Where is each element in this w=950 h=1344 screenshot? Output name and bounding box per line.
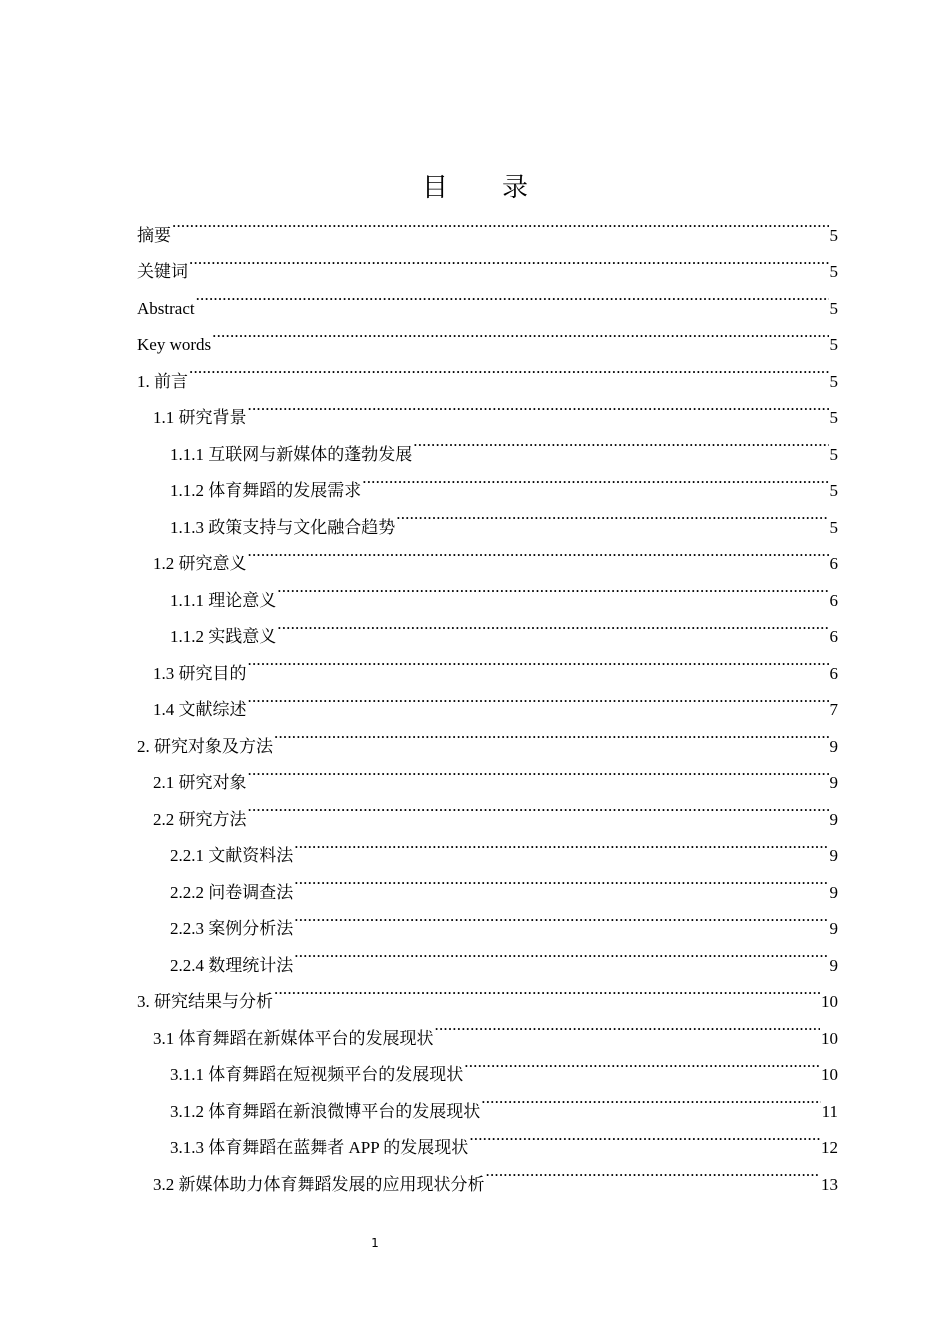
toc-entry-label: 1.1.1 互联网与新媒体的蓬勃发展 [170, 444, 413, 464]
toc-entry-label: 3.1 体育舞蹈在新媒体平台的发展现状 [153, 1028, 434, 1048]
dot-leader [189, 241, 829, 278]
toc-entry-label: 2.2 研究方法 [153, 809, 247, 829]
toc-entry-label: 摘要 [137, 225, 171, 245]
toc-entry-label: 1. 前言 [137, 371, 188, 391]
toc-entry-label: 关键词 [137, 262, 188, 281]
toc-entry-page: 5 [829, 335, 838, 354]
toc-title-char-2: 录 [502, 173, 529, 202]
dot-leader [294, 861, 828, 898]
dot-leader [362, 460, 828, 497]
toc-entry[interactable] [137, 350, 838, 391]
toc-entry-page: 9 [829, 773, 838, 792]
toc-entry-label: Abstract [137, 298, 195, 318]
toc-entry-page: 5 [829, 225, 838, 245]
toc-title-char-1: 目 [421, 173, 448, 202]
toc-entry-label: 3.2 新媒体助力体育舞蹈发展的应用现状分析 [153, 1174, 485, 1194]
toc-entry-page: 5 [829, 517, 838, 537]
dot-leader [481, 1080, 820, 1117]
dot-leader [294, 898, 828, 935]
toc-entry-label: 1.1.2 体育舞蹈的发展需求 [170, 481, 362, 500]
toc-entry-page: 10 [821, 1028, 838, 1048]
dot-leader [189, 350, 829, 387]
toc-entry-label: 3.1.2 体育舞蹈在新浪微博平台的发展现状 [170, 1101, 481, 1121]
dot-leader [248, 788, 829, 825]
toc-entry-label: 1.4 文献综述 [153, 700, 247, 719]
toc-entry-page: 6 [829, 554, 838, 573]
toc-entry-page: 5 [829, 262, 838, 281]
toc-entry-label: 2.2.1 文献资料法 [170, 846, 294, 865]
toc-entry-label: 1.1.2 实践意义 [170, 627, 277, 646]
toc-entry-label: 1.3 研究目的 [153, 663, 247, 683]
toc-entry-page: 10 [821, 1065, 838, 1084]
toc-title [0, 170, 950, 206]
toc-entry-label: 2.2.4 数理统计法 [170, 955, 294, 975]
toc-entry-page: 12 [821, 1138, 838, 1157]
toc-entry-page: 5 [829, 444, 838, 464]
toc-entry-label: 3.1.1 体育舞蹈在短视频平台的发展现状 [170, 1065, 464, 1084]
toc-entry-page: 5 [829, 481, 838, 500]
toc-entry-page: 9 [829, 882, 838, 902]
dot-leader [435, 1007, 821, 1044]
toc-entry-label: 2.2.3 案例分析法 [170, 919, 294, 938]
dot-leader [396, 496, 828, 533]
toc-entry-label: 1.2 研究意义 [153, 554, 247, 573]
toc-entry-label: 2.2.2 问卷调查法 [170, 882, 294, 902]
toc-entry-page: 9 [829, 846, 838, 865]
toc-entry-label: 1.1.3 政策支持与文化融合趋势 [170, 517, 396, 537]
toc-entry[interactable] [137, 314, 838, 354]
toc-entry-page: 6 [829, 663, 838, 683]
dot-leader [172, 204, 829, 241]
toc-entry-page: 6 [829, 590, 838, 610]
toc-entry[interactable] [137, 204, 838, 245]
toc-entry-page: 5 [829, 408, 838, 427]
toc-entry-page: 10 [821, 992, 838, 1011]
toc-entry-page: 9 [829, 736, 838, 756]
toc-entry[interactable] [137, 241, 838, 281]
dot-leader [413, 423, 828, 460]
toc-entry-label: 3. 研究结果与分析 [137, 992, 273, 1011]
toc-entry[interactable] [137, 387, 838, 427]
toc-entry-label: Key words [137, 335, 212, 354]
dot-leader [196, 277, 829, 314]
toc-entry-page: 5 [829, 298, 838, 318]
toc-entry-page: 11 [821, 1101, 838, 1121]
dot-leader [248, 679, 829, 716]
dot-leader [248, 752, 829, 789]
toc-entry-page: 9 [829, 919, 838, 938]
dot-leader [248, 642, 829, 679]
dot-leader [469, 1117, 820, 1154]
dot-leader [294, 934, 828, 971]
toc-entry-label: 1.1 研究背景 [153, 408, 247, 427]
toc-entry-label: 1.1.1 理论意义 [170, 590, 277, 610]
toc-entry-page: 9 [829, 955, 838, 975]
dot-leader [274, 971, 820, 1008]
toc-entry-page: 7 [829, 700, 838, 719]
dot-leader [464, 1044, 820, 1081]
dot-leader [277, 606, 828, 643]
dot-leader [486, 1153, 821, 1190]
dot-leader [277, 569, 828, 606]
toc-entry[interactable] [137, 277, 838, 318]
page-number: 1 [371, 1236, 379, 1250]
dot-leader [248, 387, 829, 424]
dot-leader [274, 715, 829, 752]
toc-entry-label: 2. 研究对象及方法 [137, 736, 273, 756]
toc-entry-label: 2.1 研究对象 [153, 773, 247, 792]
dot-leader [212, 314, 828, 351]
dot-leader [294, 825, 828, 862]
toc-entry-page: 13 [821, 1174, 838, 1194]
toc-entry-page: 5 [829, 371, 838, 391]
toc-entry-page: 6 [829, 627, 838, 646]
toc-entry-page: 9 [829, 809, 838, 829]
toc-entry-label: 3.1.3 体育舞蹈在蓝舞者 APP 的发展现状 [170, 1138, 469, 1157]
dot-leader [248, 533, 829, 570]
toc-list [137, 204, 838, 1194]
